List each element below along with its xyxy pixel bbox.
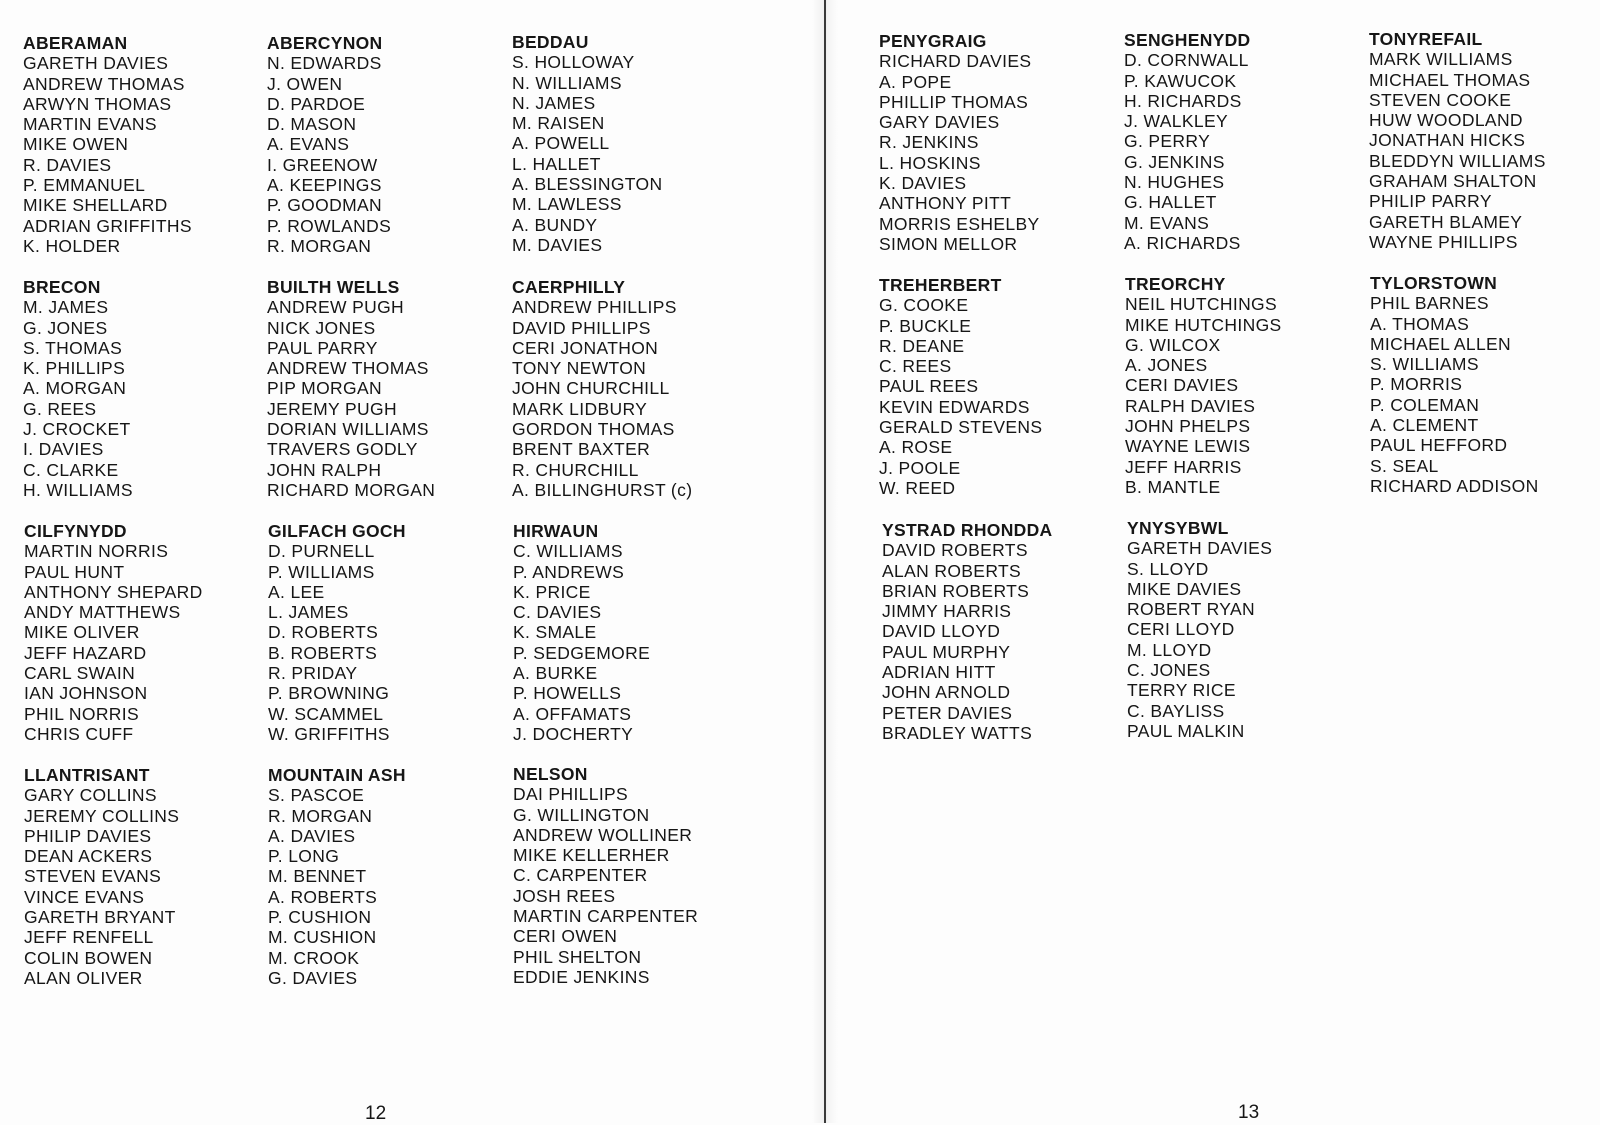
player-name: GORDON THOMAS — [512, 419, 675, 440]
team-name: YSTRAD RHONDDA — [882, 520, 1053, 540]
player-list — [268, 785, 506, 988]
player-name: WAYNE PHILLIPS — [1369, 231, 1518, 252]
player-name: P. COLEMAN — [1370, 394, 1480, 415]
player-name: K. PHILLIPS — [23, 358, 126, 379]
player-name: GARETH BLAMEY — [1369, 211, 1523, 232]
player-name: H. WILLIAMS — [23, 479, 133, 500]
team-block — [879, 31, 1117, 254]
player-name: CARL SWAIN — [24, 663, 136, 684]
player-name: R. MORGAN — [267, 235, 372, 256]
player-name: G. WILCOX — [1125, 334, 1221, 355]
player-name: K. PRICE — [513, 581, 591, 602]
player-name: A. KEEPINGS — [267, 175, 382, 196]
player-name: A. CLEMENT — [1370, 415, 1479, 436]
player-name: K. SMALE — [513, 622, 597, 643]
player-name: MICHAEL THOMAS — [1369, 69, 1531, 90]
team-block — [512, 277, 750, 500]
player-name: JEFF HAZARD — [24, 642, 147, 663]
player-name: L. JAMES — [268, 602, 349, 623]
player-list — [512, 52, 750, 255]
team-name: BUILTH WELLS — [267, 277, 400, 297]
player-name: S. HOLLOWAY — [512, 52, 635, 73]
player-name: PIP MORGAN — [267, 378, 383, 399]
player-name: ANDREW PHILLIPS — [512, 297, 677, 318]
player-name: NEIL HUTCHINGS — [1125, 294, 1278, 315]
player-name: I. DAVIES — [23, 439, 104, 460]
player-name: JOHN ARNOLD — [882, 682, 1011, 703]
player-list — [23, 53, 261, 256]
player-name: R. JENKINS — [879, 132, 979, 153]
player-name: MIKE DAVIES — [1127, 578, 1242, 599]
player-list — [882, 540, 1120, 743]
player-name: L. HALLET — [512, 153, 601, 174]
player-name: DAVID PHILLIPS — [512, 317, 651, 338]
player-name: MICHAEL ALLEN — [1370, 333, 1512, 354]
team-name: NELSON — [513, 764, 588, 784]
player-name: ALAN ROBERTS — [882, 560, 1022, 581]
player-name: JEREMY COLLINS — [24, 805, 180, 826]
player-name: NICK JONES — [267, 317, 376, 338]
page-number: 13 — [1238, 1102, 1260, 1123]
team-block — [1369, 29, 1600, 252]
player-name: DEAN ACKERS — [24, 846, 153, 867]
player-name: J. OWEN — [267, 73, 343, 94]
player-name: CERI OWEN — [513, 926, 618, 947]
player-list — [267, 53, 505, 256]
player-name: WAYNE LEWIS — [1125, 436, 1251, 457]
player-name: KEVIN EDWARDS — [879, 396, 1030, 417]
player-name: ANTHONY PITT — [879, 193, 1012, 214]
player-name: A. RICHARDS — [1124, 232, 1241, 253]
player-name: PHIL NORRIS — [24, 703, 140, 724]
player-name: S. LLOYD — [1127, 558, 1209, 579]
player-name: JOHN CHURCHILL — [512, 378, 670, 399]
team-block — [1127, 518, 1365, 741]
player-name: MARTIN CARPENTER — [513, 906, 699, 927]
player-name: J. DOCHERTY — [513, 723, 634, 744]
team-name: CILFYNYDD — [24, 521, 127, 541]
player-name: IAN JOHNSON — [24, 683, 148, 704]
player-name: M. LAWLESS — [512, 194, 622, 215]
player-name: M. BENNET — [268, 866, 367, 887]
player-name: D. PARDOE — [267, 93, 366, 114]
player-name: P. MORRIS — [1370, 374, 1463, 395]
player-list — [512, 297, 750, 500]
player-list — [1127, 538, 1365, 741]
player-name: MARK WILLIAMS — [1369, 49, 1513, 70]
player-name: J. POOLE — [879, 457, 961, 478]
player-list — [23, 297, 261, 500]
player-name: B. ROBERTS — [268, 642, 378, 663]
player-name: G. DAVIES — [268, 967, 358, 988]
page-number: 12 — [365, 1103, 387, 1124]
team-block — [879, 275, 1117, 498]
player-name: C. WILLIAMS — [513, 541, 623, 562]
player-name: MIKE HUTCHINGS — [1125, 314, 1282, 335]
player-name: N. JAMES — [512, 92, 596, 113]
player-name: A. THOMAS — [1370, 313, 1470, 334]
team-block — [512, 32, 750, 255]
player-name: R. DAVIES — [23, 154, 112, 175]
player-name: PAUL HEFFORD — [1370, 435, 1508, 456]
player-name: ANTHONY SHEPARD — [24, 581, 203, 602]
player-name: BRENT BAXTER — [512, 439, 651, 460]
player-name: PHILIP DAVIES — [24, 825, 152, 846]
player-name: I. GREENOW — [267, 154, 378, 175]
player-name: ADRIAN HITT — [882, 662, 996, 683]
player-name: P. GOODMAN — [267, 195, 383, 216]
player-name: ADRIAN GRIFFITHS — [23, 215, 192, 236]
player-name: CERI DAVIES — [1125, 375, 1239, 396]
player-name: A. BURKE — [513, 663, 598, 684]
team-block — [513, 521, 751, 744]
player-name: P. EMMANUEL — [23, 175, 146, 196]
player-name: A. LEE — [268, 581, 325, 602]
player-list — [879, 295, 1117, 498]
player-name: JOSH REES — [513, 885, 616, 906]
player-name: JOHN PHELPS — [1125, 416, 1251, 437]
player-name: GARY DAVIES — [879, 112, 1000, 133]
player-name: W. GRIFFITHS — [268, 723, 390, 744]
player-list — [1369, 49, 1600, 252]
player-name: DORIAN WILLIAMS — [267, 419, 429, 440]
player-name: A. JONES — [1125, 355, 1208, 376]
team-name: SENGHENYDD — [1124, 30, 1251, 50]
team-block — [24, 521, 262, 744]
player-name: H. RICHARDS — [1124, 90, 1242, 111]
player-name: DAI PHILLIPS — [513, 784, 629, 805]
player-name: SIMON MELLOR — [879, 233, 1018, 254]
team-block — [267, 33, 505, 256]
player-name: C. BAYLISS — [1127, 700, 1225, 721]
player-name: PHIL SHELTON — [513, 946, 642, 967]
player-name: S. WILLIAMS — [1370, 354, 1479, 375]
player-name: EDDIE JENKINS — [513, 966, 650, 987]
player-name: G. HALLET — [1124, 192, 1217, 213]
player-list — [267, 297, 505, 500]
team-block — [1125, 274, 1363, 497]
player-name: PHIL BARNES — [1370, 293, 1489, 314]
player-name: JIMMY HARRIS — [882, 601, 1012, 622]
player-name: C. CARPENTER — [513, 865, 648, 886]
player-name: PAUL MALKIN — [1127, 720, 1245, 741]
player-name: JEREMY PUGH — [267, 398, 397, 419]
player-name: BRADLEY WATTS — [882, 722, 1033, 743]
player-name: W. SCAMMEL — [268, 703, 384, 724]
player-name: A. POWELL — [512, 133, 610, 154]
player-name: A. BLESSINGTON — [512, 174, 663, 195]
player-name: CERI LLOYD — [1127, 619, 1235, 640]
player-name: G. JENKINS — [1124, 151, 1225, 172]
player-name: CERI JONATHON — [512, 337, 659, 358]
player-name: A. ROSE — [879, 437, 953, 458]
team-name: YNYSYBWL — [1127, 518, 1229, 538]
player-name: P. SEDGEMORE — [513, 642, 651, 663]
team-name: LLANTRISANT — [24, 765, 150, 785]
player-name: MIKE OWEN — [23, 134, 129, 155]
player-name: MIKE OLIVER — [24, 622, 140, 643]
player-name: STEVEN EVANS — [24, 866, 162, 887]
player-list — [24, 541, 262, 744]
player-list — [513, 784, 751, 987]
team-block — [1370, 273, 1600, 496]
player-name: BRIAN ROBERTS — [882, 580, 1030, 601]
team-block — [23, 33, 261, 256]
team-block — [23, 277, 261, 500]
team-name: CAERPHILLY — [512, 277, 626, 297]
player-name: D. MASON — [267, 114, 357, 135]
right-page — [828, 0, 1600, 1123]
player-name: G. PERRY — [1124, 131, 1211, 152]
player-name: C. DAVIES — [513, 602, 602, 623]
player-list — [1370, 293, 1600, 496]
team-name: TYLORSTOWN — [1370, 273, 1498, 293]
player-name: MORRIS ESHELBY — [879, 213, 1040, 234]
player-name: MARTIN NORRIS — [24, 541, 169, 562]
player-name: M. RAISEN — [512, 113, 605, 134]
player-list — [879, 51, 1117, 254]
team-name: PENYGRAIG — [879, 31, 987, 51]
player-name: G. COOKE — [879, 295, 969, 316]
player-name: MIKE KELLERHER — [513, 845, 670, 866]
player-list — [24, 785, 262, 988]
player-name: STEVEN COOKE — [1369, 89, 1512, 110]
team-name: TREORCHY — [1125, 274, 1226, 294]
player-name: PHILLIP THOMAS — [879, 91, 1029, 112]
player-name: GARETH DAVIES — [23, 53, 169, 74]
player-name: P. ANDREWS — [513, 561, 625, 582]
team-block — [268, 521, 506, 744]
player-name: PHILIP PARRY — [1369, 191, 1492, 212]
player-name: JEFF HARRIS — [1125, 456, 1242, 477]
player-name: C. REES — [879, 356, 952, 377]
player-name: S. PASCOE — [268, 785, 365, 806]
player-name: ARWYN THOMAS — [23, 93, 172, 114]
player-name: MIKE SHELLARD — [23, 195, 168, 216]
player-list — [513, 541, 751, 744]
player-name: R. MORGAN — [268, 805, 373, 826]
player-name: J. WALKLEY — [1124, 111, 1228, 132]
player-name: W. REED — [879, 477, 956, 498]
player-name: BLEDDYN WILLIAMS — [1369, 150, 1546, 171]
player-name: A. POPE — [879, 71, 952, 92]
player-name: D. ROBERTS — [268, 622, 379, 643]
player-name: B. MANTLE — [1125, 476, 1221, 497]
player-name: P. BUCKLE — [879, 315, 972, 336]
player-name: M. DAVIES — [512, 234, 603, 255]
team-name: TONYREFAIL — [1369, 29, 1483, 49]
player-name: RICHARD MORGAN — [267, 479, 436, 500]
player-name: N. HUGHES — [1124, 172, 1225, 193]
player-name: A. OFFAMATS — [513, 703, 632, 724]
player-name: G. WILLINGTON — [513, 804, 650, 825]
player-name: R. CHURCHILL — [512, 459, 639, 480]
player-name: C. JONES — [1127, 660, 1211, 681]
player-name: P. HOWELLS — [513, 683, 622, 704]
team-block — [513, 764, 751, 987]
player-name: CHRIS CUFF — [24, 723, 134, 744]
player-name: HUW WOODLAND — [1369, 110, 1523, 131]
team-name: HIRWAUN — [513, 521, 599, 541]
player-name: PAUL PARRY — [267, 337, 378, 358]
team-name: BRECON — [23, 277, 101, 297]
player-list — [1124, 50, 1362, 253]
player-name: J. CROCKET — [23, 419, 131, 440]
player-name: N. EDWARDS — [267, 53, 382, 74]
team-block — [268, 765, 506, 988]
player-name: PAUL MURPHY — [882, 641, 1011, 662]
player-name: A. DAVIES — [268, 825, 356, 846]
player-name: MARK LIDBURY — [512, 398, 648, 419]
player-name: PAUL REES — [879, 376, 979, 397]
player-name: PAUL HUNT — [24, 561, 125, 582]
player-name: L. HOSKINS — [879, 152, 981, 173]
player-name: M. EVANS — [1124, 212, 1210, 233]
player-name: R. PRIDAY — [268, 663, 358, 684]
player-name: M. LLOYD — [1127, 639, 1212, 660]
team-name: GILFACH GOCH — [268, 521, 406, 541]
player-name: MARTIN EVANS — [23, 114, 157, 135]
team-name: ABERAMAN — [23, 33, 128, 53]
player-name: S. SEAL — [1370, 455, 1439, 476]
player-name: S. THOMAS — [23, 337, 123, 358]
player-name: G. JONES — [23, 317, 108, 338]
player-name: GARETH BRYANT — [24, 907, 176, 928]
player-name: D. PURNELL — [268, 541, 375, 562]
player-name: ANDREW THOMAS — [23, 73, 185, 94]
player-name: RICHARD DAVIES — [879, 51, 1032, 72]
player-name: TERRY RICE — [1127, 680, 1236, 701]
player-name: A. BUNDY — [512, 214, 598, 235]
player-name: RICHARD ADDISON — [1370, 475, 1539, 496]
team-block — [267, 277, 505, 500]
player-name: TRAVERS GODLY — [267, 439, 418, 460]
player-name: A. EVANS — [267, 134, 350, 155]
player-name: K. DAVIES — [879, 173, 967, 194]
player-name: DAVID ROBERTS — [882, 540, 1028, 561]
team-block — [882, 520, 1120, 743]
player-name: ANDY MATTHEWS — [24, 602, 181, 623]
page-spine — [824, 0, 826, 1123]
player-name: P. LONG — [268, 846, 340, 867]
player-name: P. BROWNING — [268, 683, 390, 704]
player-name: DAVID LLOYD — [882, 621, 1001, 642]
player-name: ANDREW WOLLINER — [513, 824, 693, 845]
player-name: P. WILLIAMS — [268, 561, 375, 582]
player-name: P. KAWUCOK — [1124, 70, 1237, 91]
player-name: GARY COLLINS — [24, 785, 157, 806]
player-name: A. BILLINGHURST (c) — [512, 479, 693, 500]
player-name: GERALD STEVENS — [879, 417, 1043, 438]
player-list — [1125, 294, 1363, 497]
player-name: JOHN RALPH — [267, 459, 382, 480]
player-name: K. HOLDER — [23, 235, 121, 256]
team-name: ABERCYNON — [267, 33, 383, 53]
player-name: ANDREW PUGH — [267, 297, 405, 318]
player-name: JEFF RENFELL — [24, 927, 154, 948]
team-block — [24, 765, 262, 988]
player-name: N. WILLIAMS — [512, 72, 622, 93]
player-name: M. CROOK — [268, 947, 360, 968]
player-name: JONATHAN HICKS — [1369, 130, 1526, 151]
player-name: M. CUSHION — [268, 927, 377, 948]
player-name: P. ROWLANDS — [267, 215, 392, 236]
player-name: GRAHAM SHALTON — [1369, 171, 1537, 192]
player-name: A. MORGAN — [23, 378, 127, 399]
player-name: ROBERT RYAN — [1127, 599, 1256, 620]
player-name: G. REES — [23, 398, 97, 419]
team-block — [1124, 30, 1362, 253]
player-name: A. ROBERTS — [268, 886, 378, 907]
player-name: COLIN BOWEN — [24, 947, 153, 968]
player-list — [268, 541, 506, 744]
player-name: P. CUSHION — [268, 907, 372, 928]
player-name: M. JAMES — [23, 297, 109, 318]
player-name: D. CORNWALL — [1124, 50, 1249, 71]
player-name: R. DEANE — [879, 335, 965, 356]
player-name: GARETH DAVIES — [1127, 538, 1273, 559]
player-name: C. CLARKE — [23, 459, 119, 480]
player-name: PETER DAVIES — [882, 702, 1013, 723]
player-name: ANDREW THOMAS — [267, 358, 429, 379]
player-name: ALAN OLIVER — [24, 967, 143, 988]
player-name: TONY NEWTON — [512, 358, 647, 379]
team-name: TREHERBERT — [879, 275, 1002, 295]
team-name: BEDDAU — [512, 32, 589, 52]
team-name: MOUNTAIN ASH — [268, 765, 406, 785]
player-name: VINCE EVANS — [24, 886, 145, 907]
player-name: RALPH DAVIES — [1125, 395, 1256, 416]
